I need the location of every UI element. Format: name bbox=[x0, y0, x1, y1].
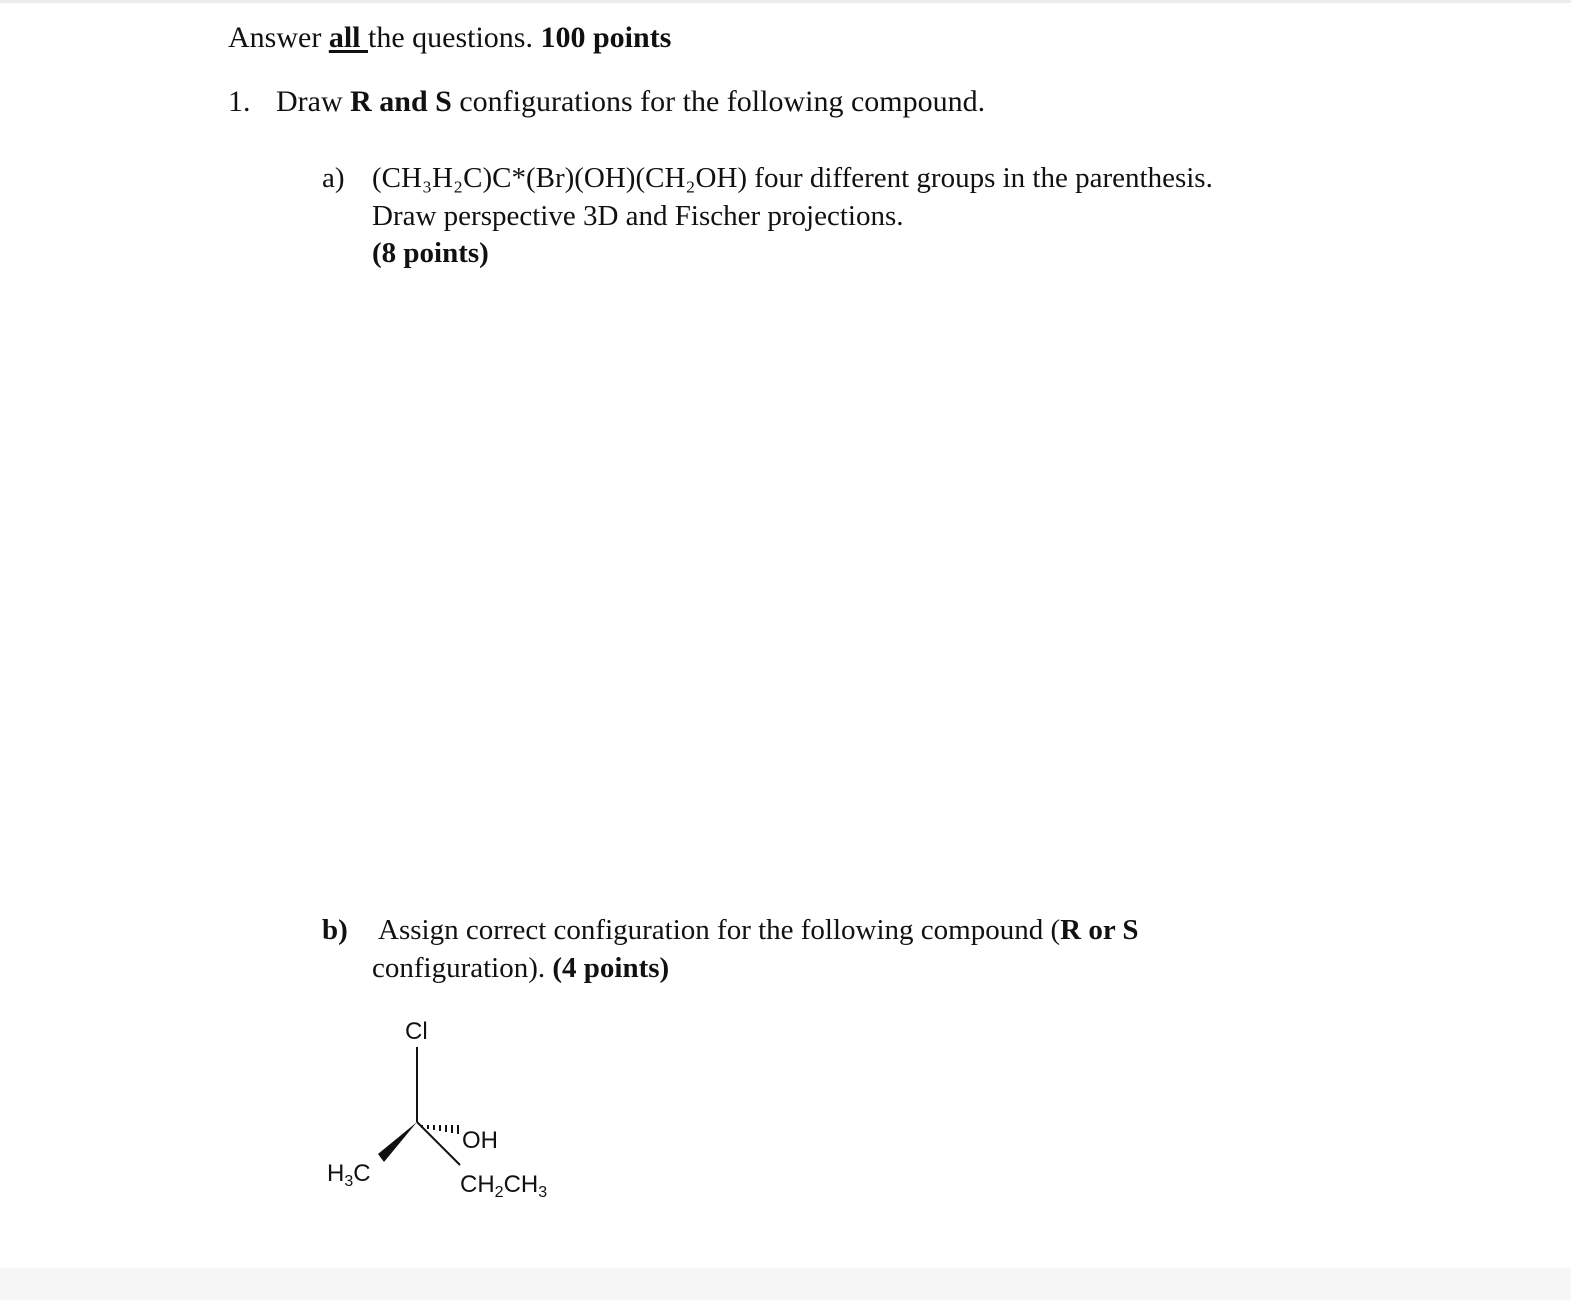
header-points: 100 points bbox=[540, 21, 672, 54]
ch3-h: H bbox=[327, 1160, 345, 1187]
question-b-points: (4 points) bbox=[552, 952, 670, 984]
molecule-structure bbox=[300, 1005, 620, 1215]
question-a-points-text: (8 points) bbox=[372, 237, 489, 269]
question-b-label bbox=[322, 912, 348, 948]
header-emphasis: all bbox=[328, 21, 368, 54]
header-line bbox=[228, 20, 671, 56]
question-1-text-c: configurations for the following compound. bbox=[451, 85, 986, 118]
question-a-points bbox=[372, 235, 489, 271]
question-a-label: a) bbox=[322, 162, 345, 194]
question-b-line2-a: configuration). bbox=[372, 952, 553, 984]
question-b-label-text: b) bbox=[322, 914, 348, 946]
ethyl-sub-2: 3 bbox=[538, 1184, 548, 1201]
atom-oh: OH bbox=[462, 1127, 498, 1154]
question-b-line1-a: Assign correct configuration for the following compound ( bbox=[378, 914, 1061, 946]
bottom-strip bbox=[0, 1268, 1571, 1300]
question-1 bbox=[228, 84, 985, 120]
atom-ethyl bbox=[460, 1171, 547, 1201]
question-1-number: 1. bbox=[228, 85, 251, 118]
atom-ch3 bbox=[327, 1160, 371, 1190]
question-1-rs: R and S bbox=[350, 85, 452, 118]
header-prefix: Answer bbox=[228, 21, 329, 54]
wedge-bond-ch3 bbox=[378, 1122, 417, 1162]
top-border bbox=[0, 0, 1571, 3]
question-b-line1 bbox=[378, 912, 1139, 948]
question-a-line2: Draw perspective 3D and Fischer projections. bbox=[372, 200, 904, 232]
header-middle: the questions. bbox=[367, 21, 541, 54]
ch3-c: C bbox=[353, 1160, 371, 1187]
ethyl-ch-a: CH bbox=[460, 1171, 495, 1198]
ethyl-ch-b: CH bbox=[503, 1171, 539, 1198]
ch3-sub: 3 bbox=[344, 1173, 354, 1190]
ethyl-sub-1: 2 bbox=[494, 1184, 504, 1201]
bond-ethyl bbox=[417, 1122, 460, 1165]
atom-cl: Cl bbox=[405, 1018, 428, 1045]
question-a-line1: (CH₃H₂C)C*(Br)(OH)(CH₂OH) four different groups in the parenthesis. bbox=[372, 162, 1213, 194]
question-1-text-a: Draw bbox=[276, 85, 351, 118]
question-b-r-or-s: R or S bbox=[1060, 914, 1139, 946]
question-b-line2 bbox=[372, 950, 669, 986]
